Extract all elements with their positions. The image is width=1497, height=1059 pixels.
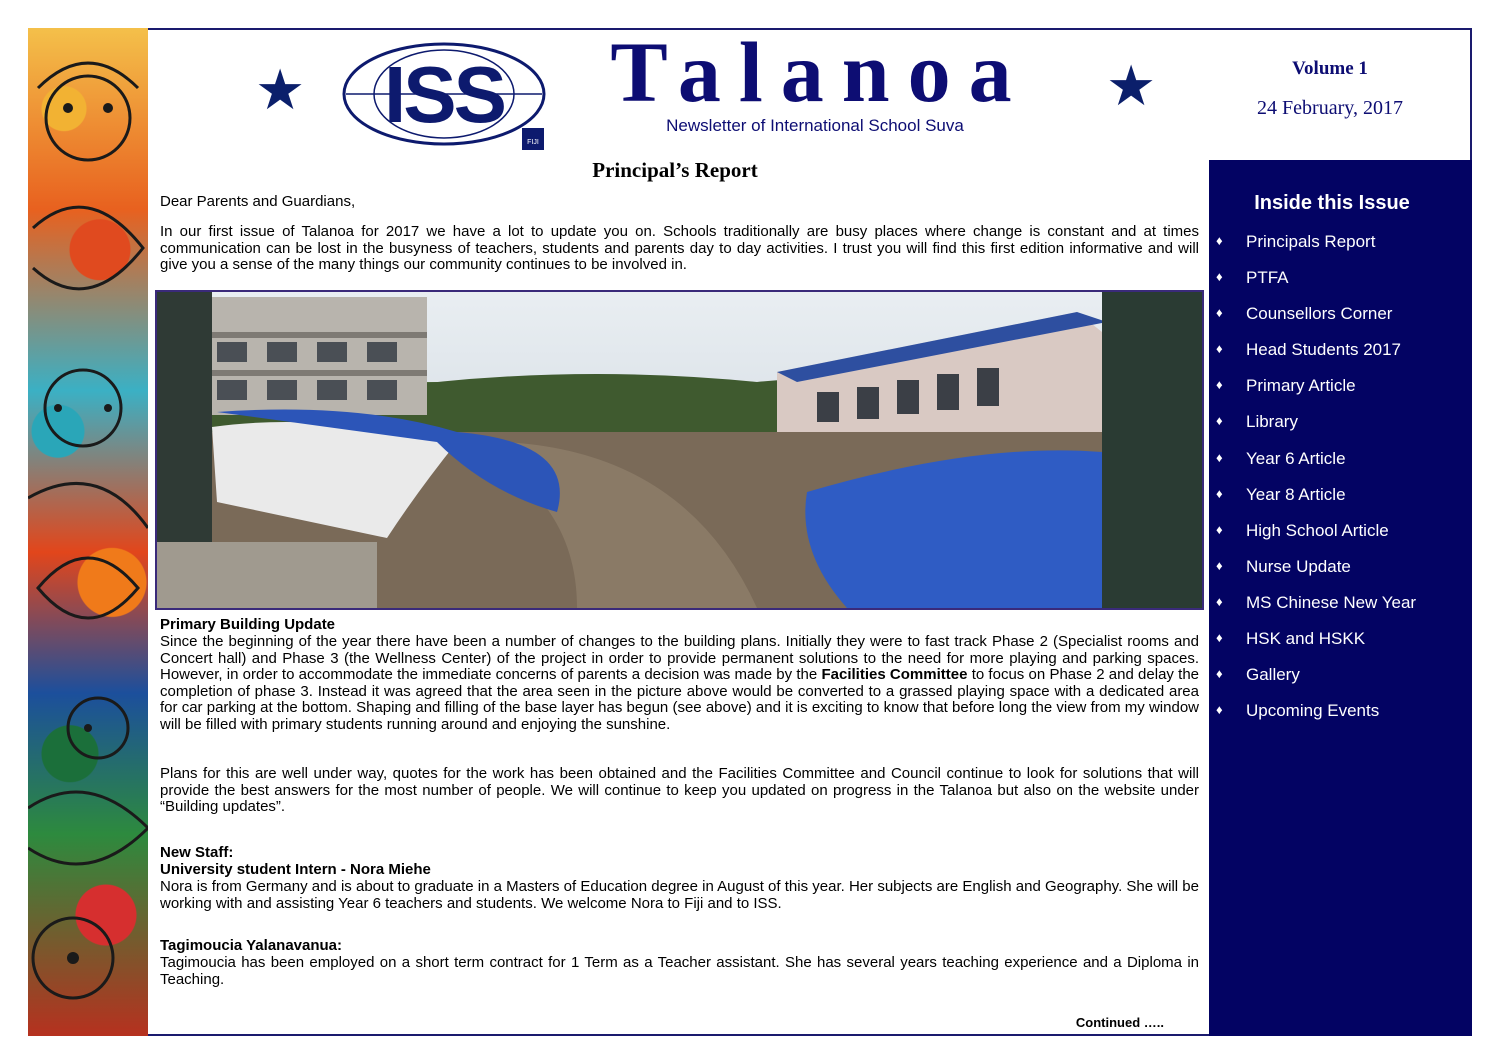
diamond-bullet-icon: ♦ [1216,341,1223,357]
intern-paragraph: Nora is from Germany and is about to graduate in a Masters of Education degree in August of this year. Her subjects are English and Geography. She will be working with and assisting Year 6 teachers and students. We welcome Nora to Fiji and to ISS. [160,878,1199,912]
contents-item[interactable]: ♦ Year 8 Article [1216,484,1346,504]
contents-item[interactable]: ♦ Gallery [1216,665,1300,685]
diamond-bullet-icon: ♦ [1216,305,1223,321]
new-staff-title: New Staff: [160,844,234,861]
newsletter-subtitle: Newsletter of International School Suva [666,116,964,135]
construction-site-photo [155,290,1204,610]
tagimoucia-paragraph: Tagimoucia has been employed on a short term contract for 1 Term as a Teacher assistant. She has several years teaching experience and a Diploma in Teaching. [160,954,1199,988]
contents-item[interactable]: ♦ Primary Article [1216,376,1356,396]
intern-title: University student Intern - Nora Miehe [160,861,431,878]
greeting: Dear Parents and Guardians, [160,193,356,210]
contents-item[interactable]: ♦ Year 6 Article [1216,448,1346,468]
volume-label: Volume 1 [1292,58,1368,79]
contents-item[interactable]: ♦ High School Article [1216,520,1389,540]
tagimoucia-title: Tagimoucia Yalanavanua: [160,937,343,954]
contents-item[interactable]: ♦ Head Students 2017 [1216,340,1402,360]
sidebar-heading: Inside this Issue [1254,192,1410,214]
diamond-bullet-icon: ♦ [1216,630,1223,646]
logo-badge: FIJI [527,139,539,146]
contents-item[interactable]: ♦ Upcoming Events [1216,701,1380,721]
diamond-bullet-icon: ♦ [1216,413,1223,429]
building-paragraph-1: Since the beginning of the year there have been a number of changes to the building plans. Initially they were to fast track Phase 2 (Specialist rooms and Concert hall) and Phase 3 (the Wellness Center) of the project in order to provide permanent solutions to the need for more playing and parking spaces. However, in order to accommodate the immediate concerns of parents a decision was made by the Facilities Committee to focus on Phase 2 and delay the completion of phase 3. Instead it was agreed that the area seen in the picture above would be converted to a grassed playing space with a dedicated area for car parking at the bottom. Shaping and filling of the base layer has begun (see above) and it is exciting to know that before long the view from my window will be filled with primary students running around and enjoying the sunshine. [160,633,1200,733]
contents-item[interactable]: ♦ Principals Report [1216,232,1376,251]
contents-item[interactable]: ♦ HSK and HSKK [1216,629,1366,649]
inside-issue-sidebar [1209,160,1472,1036]
contents-item[interactable]: ♦ Library [1216,412,1298,432]
diamond-bullet-icon: ♦ [1216,521,1223,537]
art-pattern-icon [28,28,148,1036]
intro-paragraph: In our first issue of Talanoa for 2017 we have a lot to update you on. Schools traditionally are busy places where change is constant and at times communication can be lost in the busyness of teachers, students and parents day to day activities. I trust you will find this first edition informative and will give you a sense of the many things our community continues to be involved in. [160,223,1199,273]
diamond-bullet-icon: ♦ [1216,377,1223,393]
building-update-title: Primary Building Update [160,616,336,633]
contents-item[interactable]: ♦ MS Chinese New Year [1216,592,1417,612]
diamond-bullet-icon: ♦ [1216,702,1223,718]
star-icon: ★ [1106,54,1157,117]
iss-logo [342,40,552,152]
diamond-bullet-icon: ♦ [1216,593,1223,609]
article-heading: Principal’s Report [592,158,758,182]
issue-date: 24 February, 2017 [1257,97,1403,119]
continued-label: Continued ….. [1075,1015,1164,1030]
diamond-bullet-icon: ♦ [1216,557,1223,573]
contents-list [1209,232,1416,737]
facilities-committee-bold: Facilities Committee [821,666,968,683]
contents-item[interactable]: ♦ Counsellors Corner [1216,304,1393,324]
contents-item[interactable]: ♦ Nurse Update [1216,556,1351,576]
diamond-bullet-icon: ♦ [1216,666,1223,682]
newsletter-title: Talanoa [610,24,1030,120]
diamond-bullet-icon: ♦ [1216,485,1223,501]
contents-item[interactable]: ♦ PTFA [1216,268,1289,288]
decorative-art-strip [28,28,148,1036]
diamond-bullet-icon: ♦ [1216,233,1223,248]
building-paragraph-2: Plans for this are well under way, quotes for the work has been obtained and the Facilities Committee and Council continue to look for solutions that will provide the best answers for the most number of people. We will continue to keep you updated on progress in the Talanoa but also on the website under “Building updates”. [160,765,1199,815]
star-icon: ★ [255,58,306,121]
logo-text: ISS [384,50,504,139]
diamond-bullet-icon: ♦ [1216,449,1223,465]
diamond-bullet-icon: ♦ [1216,269,1223,285]
